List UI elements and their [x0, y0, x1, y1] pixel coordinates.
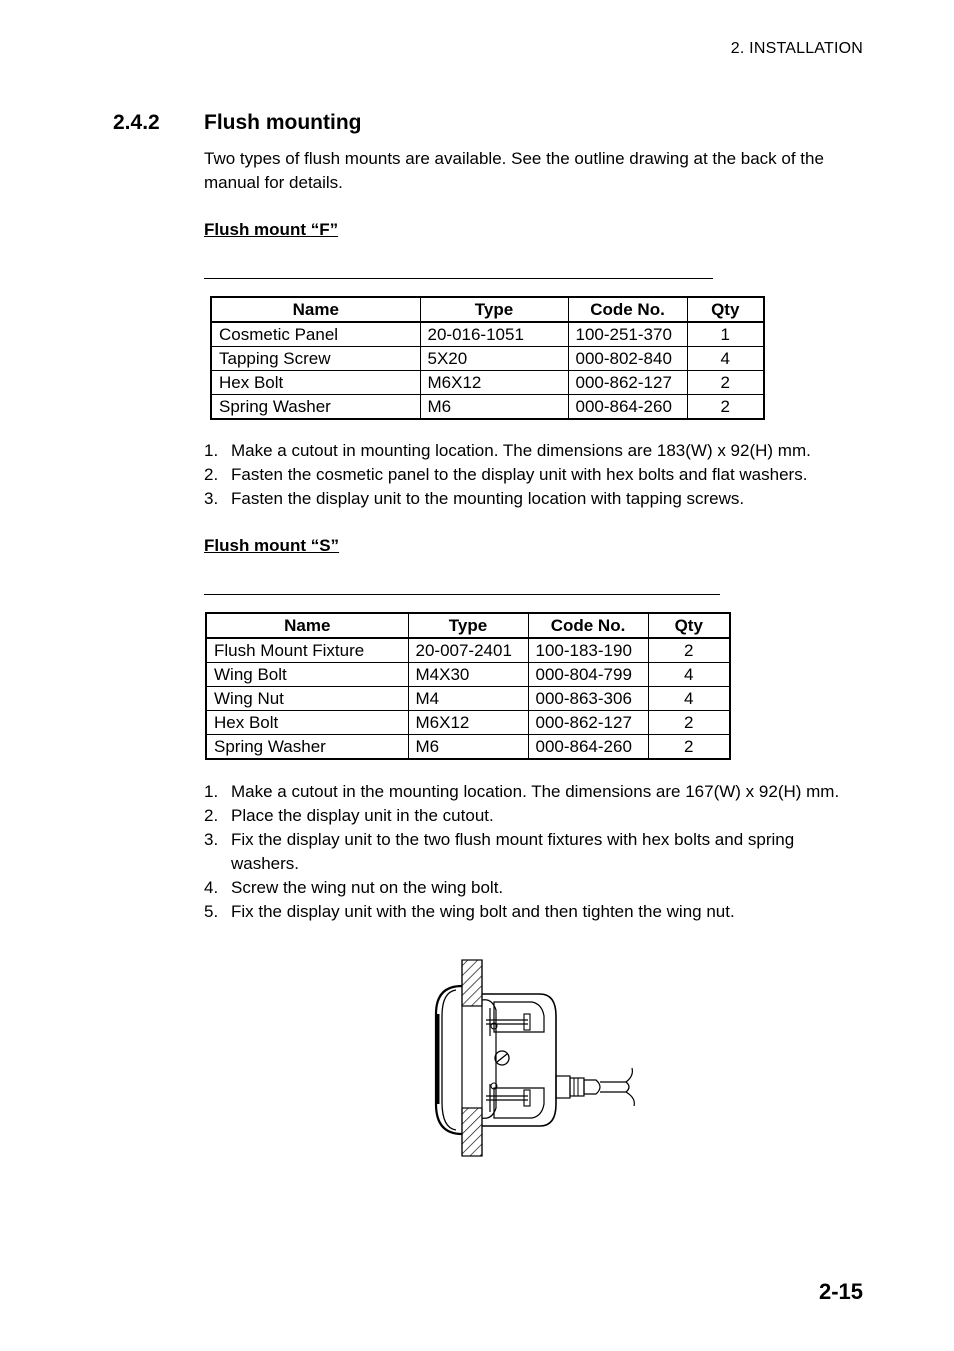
table-row: [211, 371, 764, 395]
table-header-row: [206, 613, 730, 638]
step-text: Make a cutout in mounting location. The dimensions are 183(W) x 92(H) mm.: [231, 441, 811, 460]
cell-type: M6X12: [420, 371, 568, 395]
flush-mount-drawing: [410, 958, 650, 1168]
cell-code: 000-862-127: [568, 371, 687, 395]
step-text: Make a cutout in the mounting location. The dimensions are 167(W) x 92(H) mm.: [231, 782, 840, 801]
table-row: [211, 322, 764, 347]
column-header-name: Name: [211, 297, 420, 322]
cell-code: 100-183-190: [528, 638, 648, 663]
flush-mount-f-rule: [204, 278, 713, 279]
list-item: 5. Fix the display unit with the wing bolt and then tighten the wing nut.: [204, 902, 735, 921]
table-row: [206, 638, 730, 663]
table-row: [206, 687, 730, 711]
cell-code: 100-251-370: [568, 322, 687, 347]
cell-name: Cosmetic Panel: [211, 322, 420, 347]
cell-code: 000-864-260: [568, 395, 687, 420]
column-header-name: Name: [206, 613, 408, 638]
cell-name: Tapping Screw: [211, 347, 420, 371]
list-item: 1. Make a cutout in mounting location. The dimensions are 183(W) x 92(H) mm.: [204, 441, 811, 460]
cell-type: M4: [408, 687, 528, 711]
column-header-type: Type: [420, 297, 568, 322]
step-text: Fix the display unit to the two flush mount fixtures with hex bolts and spring washers.: [231, 830, 795, 873]
step-text: Fix the display unit with the wing bolt and then tighten the wing nut.: [231, 902, 735, 921]
list-item: 2. Fasten the cosmetic panel to the display unit with hex bolts and flat washers.: [204, 465, 808, 484]
cell-qty: 2: [648, 638, 730, 663]
section-number: 2.4.2: [113, 111, 160, 134]
column-header-code: Code No.: [528, 613, 648, 638]
list-item: 4. Screw the wing nut on the wing bolt.: [204, 878, 504, 897]
flush-mount-side-view-icon: [410, 958, 650, 1163]
flush-mount-s-table: [205, 612, 731, 760]
table-row: [206, 735, 730, 760]
cell-code: 000-802-840: [568, 347, 687, 371]
cell-name: Wing Bolt: [206, 663, 408, 687]
intro-paragraph: Two types of flush mounts are available. See the outline drawing at the back of the manual for details.: [204, 149, 824, 192]
cell-type: M6X12: [408, 711, 528, 735]
cell-qty: 2: [687, 371, 764, 395]
running-header: 2. INSTALLATION: [730, 40, 863, 57]
column-header-code: Code No.: [568, 297, 687, 322]
cell-name: Wing Nut: [206, 687, 408, 711]
step-text: Fasten the display unit to the mounting location with tapping screws.: [231, 489, 745, 508]
cell-type: 20-016-1051: [420, 322, 568, 347]
column-header-qty: Qty: [687, 297, 764, 322]
flush-mount-s-steps: [204, 780, 864, 924]
table-header-row: [211, 297, 764, 322]
cell-type: M6: [420, 395, 568, 420]
cell-type: 20-007-2401: [408, 638, 528, 663]
cell-qty: 2: [648, 711, 730, 735]
step-text: Place the display unit in the cutout.: [231, 806, 494, 825]
cell-name: Spring Washer: [211, 395, 420, 420]
list-item: 3. Fix the display unit to the two flush mount fixtures with hex bolts and spring washers.: [204, 830, 795, 873]
step-text: Fasten the cosmetic panel to the display unit with hex bolts and flat washers.: [231, 465, 808, 484]
column-header-qty: Qty: [648, 613, 730, 638]
list-item: 1. Make a cutout in the mounting location. The dimensions are 167(W) x 92(H) mm.: [204, 782, 840, 801]
cell-qty: 4: [648, 687, 730, 711]
flush-mount-f-table: [210, 296, 765, 420]
cell-type: M4X30: [408, 663, 528, 687]
table-row: [211, 395, 764, 420]
cell-qty: 2: [687, 395, 764, 420]
flush-mount-s-heading: Flush mount “S”: [204, 536, 340, 555]
cell-qty: 4: [648, 663, 730, 687]
section-title: Flush mounting: [204, 111, 362, 134]
list-item: 2. Place the display unit in the cutout.: [204, 806, 494, 825]
flush-mount-f-steps: [204, 439, 864, 511]
table-row: [211, 347, 764, 371]
cell-name: Hex Bolt: [206, 711, 408, 735]
list-item: 3. Fasten the display unit to the mounting location with tapping screws.: [204, 489, 745, 508]
cell-type: 5X20: [420, 347, 568, 371]
cell-code: 000-804-799: [528, 663, 648, 687]
cell-name: Hex Bolt: [211, 371, 420, 395]
cell-code: 000-862-127: [528, 711, 648, 735]
cell-qty: 4: [687, 347, 764, 371]
table-row: [206, 711, 730, 735]
page-number: 2-15: [818, 1279, 863, 1304]
cell-code: 000-863-306: [528, 687, 648, 711]
cell-code: 000-864-260: [528, 735, 648, 760]
cell-name: Spring Washer: [206, 735, 408, 760]
cell-type: M6: [408, 735, 528, 760]
table-row: [206, 663, 730, 687]
column-header-type: Type: [408, 613, 528, 638]
flush-mount-s-rule: [204, 594, 720, 595]
cell-name: Flush Mount Fixture: [206, 638, 408, 663]
cell-qty: 1: [687, 322, 764, 347]
cell-qty: 2: [648, 735, 730, 760]
step-text: Screw the wing nut on the wing bolt.: [231, 878, 504, 897]
flush-mount-f-heading: Flush mount “F”: [204, 220, 339, 239]
